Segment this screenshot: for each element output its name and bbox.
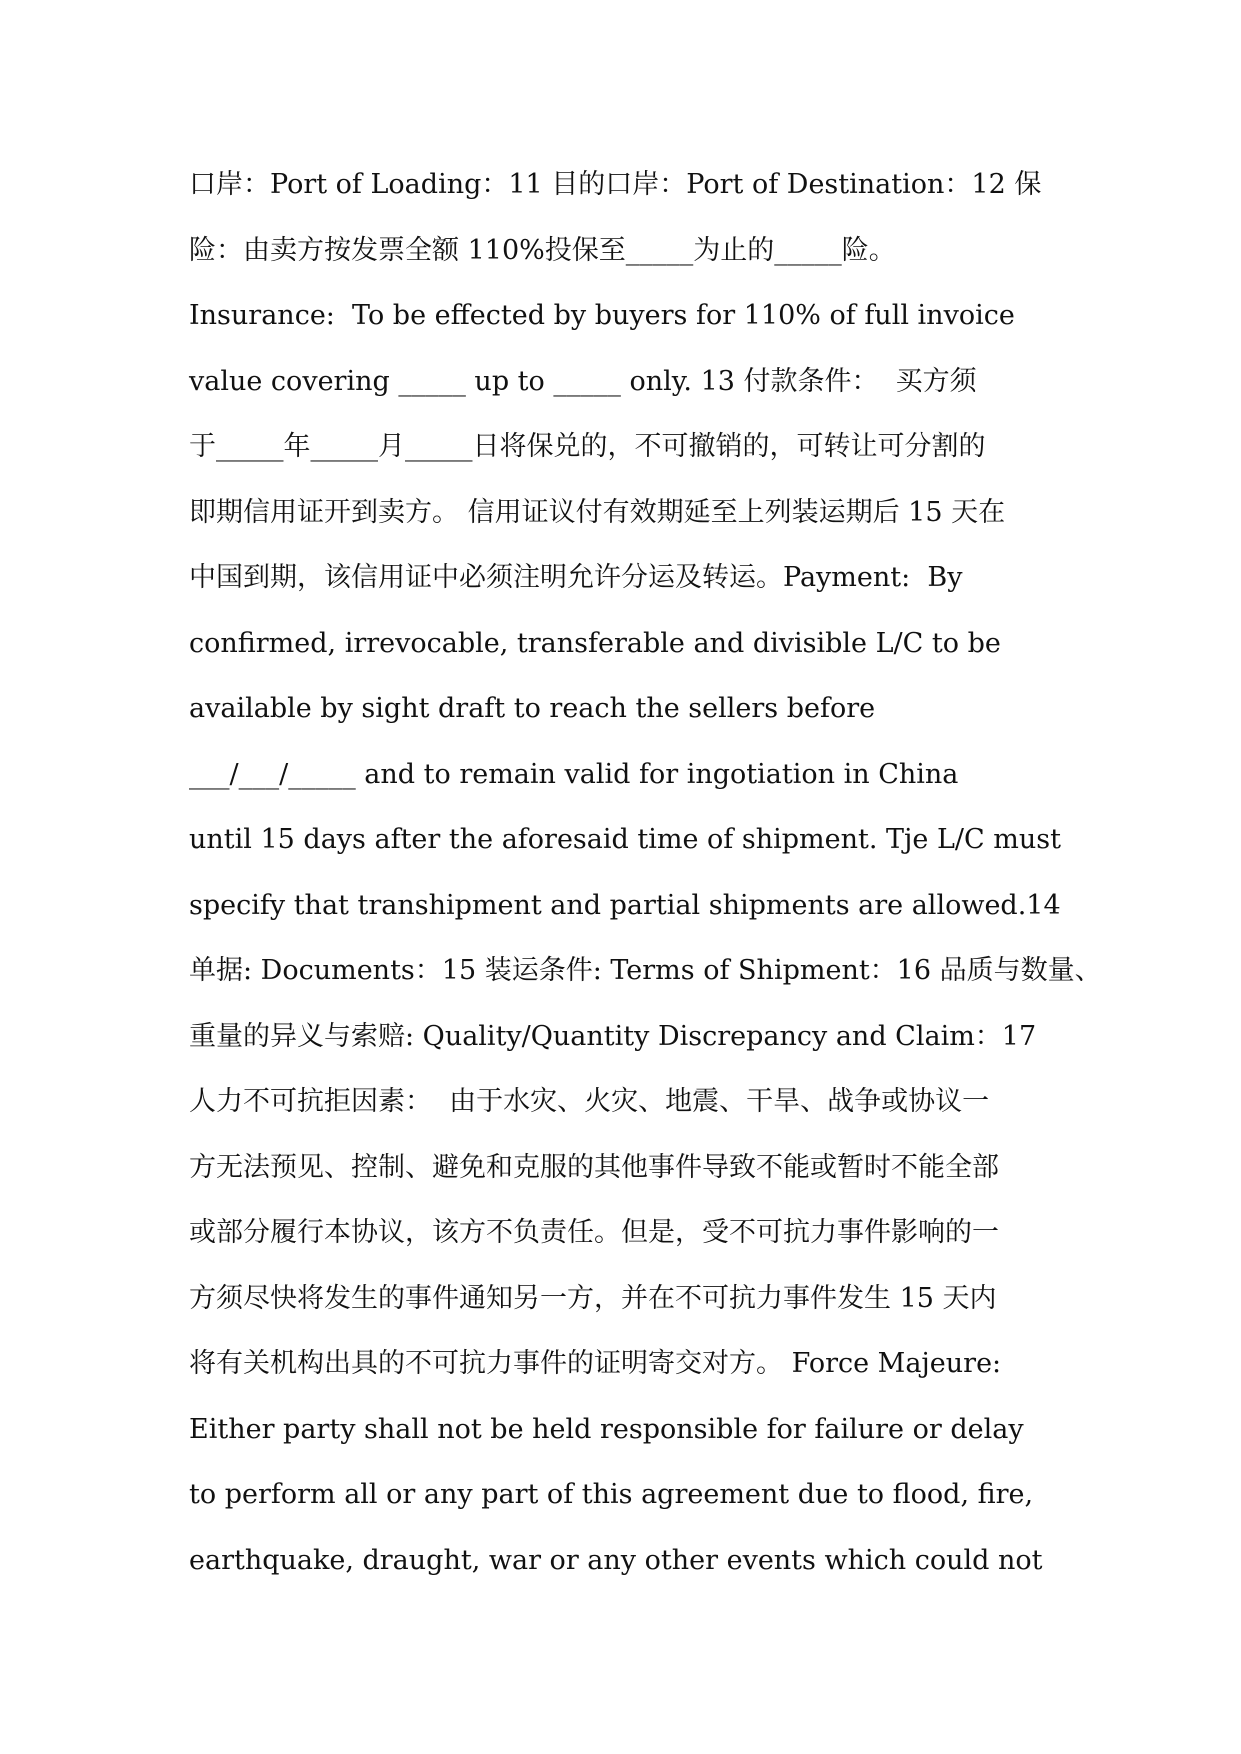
text-line: 或部分履行本协议，该方不负责任。但是，受不可抗力事件影响的一	[189, 1217, 999, 1248]
text-line: value covering _____ up to _____ only. 13 付款条件： 买方须	[189, 365, 977, 397]
text-line: specify that transhipment and partial shipments are allowed.14	[189, 889, 1061, 921]
text-line: until 15 days after the aforesaid time of shipment. Tje L/C must	[189, 824, 1061, 855]
text-line: ___/___/_____ and to remain valid for ingotiation in China	[189, 758, 959, 790]
text-line: 中国到期，该信用证中必须注明允许分运及转运。Payment: By	[189, 562, 963, 593]
text-line: 人力不可抗拒因素： 由于水灾、火灾、地震、干旱、战争或协议一	[189, 1086, 990, 1117]
text-line: 将有关机构出具的不可抗力事件的证明寄交对方。 Force Majeure:	[189, 1348, 1002, 1379]
text-line: 口岸：Port of Loading：11 目的口岸：Port of Destination：12 保	[189, 169, 1042, 200]
text-line: 方无法预见、控制、避免和克服的其他事件导致不能或暂时不能全部	[189, 1151, 999, 1183]
text-line: available by sight draft to reach the sellers before	[189, 693, 876, 724]
text-line: 即期信用证开到卖方。 信用证议付有效期延至上列装运期后 15 天在	[189, 496, 1006, 528]
text-line: 于_____年_____月_____日将保兑的，不可撤销的，可转让可分割的	[189, 431, 986, 462]
text-line: Either party shall not be held responsible for failure or delay	[189, 1413, 1024, 1445]
document-body	[189, 152, 1102, 1593]
text-line: Insurance: To be effected by buyers for 110% of full invoice	[189, 300, 1015, 331]
text-line: 方须尽快将发生的事件通知另一方，并在不可抗力事件发生 15 天内	[189, 1282, 997, 1314]
text-line: confirmed, irrevocable, transferable and divisible L/C to be	[189, 627, 1001, 659]
text-line: earthquake, draught, war or any other events which could not	[189, 1544, 1043, 1576]
text-line: to perform all or any part of this agreement due to flood, fire,	[189, 1479, 1034, 1510]
text-line: 单据: Documents：15 装运条件: Terms of Shipment：16 品质与数量、	[189, 955, 1102, 986]
text-line: 险：由卖方按发票全额 110%投保至_____为止的_____险。	[189, 234, 896, 266]
text-line: 重量的异义与索赔: Quality/Quantity Discrepancy and Claim：17	[189, 1020, 1037, 1052]
